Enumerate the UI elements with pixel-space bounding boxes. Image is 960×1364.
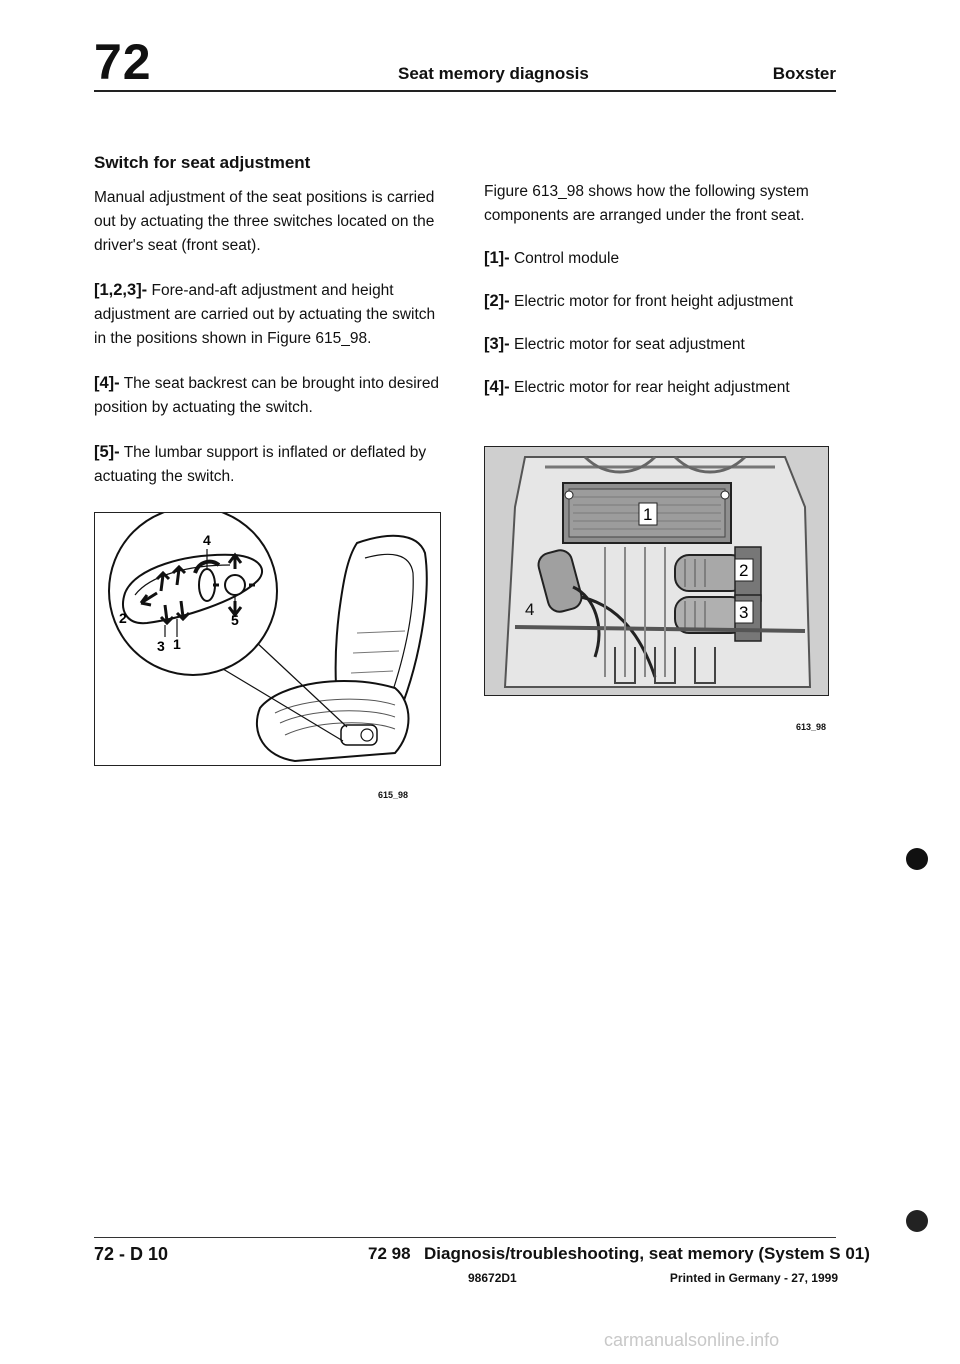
item-label: [3]- (484, 335, 510, 353)
right-item-3 (484, 332, 854, 357)
item-label: [1]- (484, 249, 510, 267)
callout-4: 4 (203, 532, 211, 548)
left-item-1 (94, 278, 446, 351)
footer-title: Diagnosis/troubleshooting, seat memory (System S 01) (424, 1244, 870, 1263)
figure-caption-613: 613_98 (796, 722, 827, 732)
item-text: Electric motor for rear height adjustment (509, 379, 790, 396)
under-seat-illustration (485, 447, 828, 695)
item-label: [5]- (94, 443, 120, 461)
item-text: The lumbar support is inflated or deflated by actuating the switch. (94, 444, 427, 485)
left-column (94, 150, 446, 509)
watermark: carmanualsonline.info (604, 1330, 780, 1350)
binder-hole (906, 848, 928, 870)
item-label: [2]- (484, 292, 510, 310)
left-item-2 (94, 371, 446, 420)
right-item-2 (484, 289, 854, 314)
callout-3: 3 (739, 603, 749, 622)
footer-page-number: 72 - D 10 (94, 1244, 169, 1264)
item-label: [1,2,3]- (94, 281, 148, 299)
section-heading: Switch for seat adjustment (94, 153, 311, 172)
item-label: [4]- (484, 378, 510, 396)
item-text: The seat backrest can be brought into desired position by actuating the switch. (94, 375, 440, 416)
right-item-4 (484, 375, 854, 400)
figure-caption-615: 615_98 (378, 790, 409, 800)
left-item-3 (94, 440, 446, 489)
callout-4: 4 (525, 600, 535, 619)
item-text: Control module (509, 250, 620, 267)
item-label: [4]- (94, 374, 120, 392)
under-seat-photo (484, 446, 829, 696)
callout-3: 3 (157, 638, 165, 654)
callout-1: 1 (643, 505, 653, 524)
callout-1: 1 (173, 636, 181, 652)
right-item-1 (484, 246, 854, 271)
callout-2: 2 (739, 561, 749, 580)
footer-group-number: 72 98 (368, 1244, 411, 1263)
binder-hole (906, 1210, 928, 1232)
left-intro: Manual adjustment of the seat positions is carried out by actuating the three switches located on the driver's seat (front seat). (94, 189, 435, 254)
header-model: Boxster (772, 64, 836, 83)
footer-printed: Printed in Germany - 27, 1999 (669, 1271, 838, 1285)
header-title: Seat memory diagnosis (398, 64, 589, 83)
chapter-number: 72 (94, 34, 152, 90)
seat-switch-illustration (95, 513, 440, 765)
footer-doc-number: 98672D1 (468, 1271, 517, 1285)
item-text: Electric motor for front height adjustment (509, 293, 794, 310)
seat-switch-figure (94, 512, 441, 766)
item-text: Fore-and-aft adjustment and height adjustment are carried out by actuating the switch in the positions shown in Figure 615_98. (94, 282, 436, 347)
header-rule (94, 90, 836, 92)
callout-2: 2 (119, 610, 127, 626)
right-intro: Figure 613_98 shows how the following system components are arranged under the front seat. (484, 183, 809, 224)
right-column (484, 180, 854, 418)
callout-5: 5 (231, 612, 239, 628)
footer-rule (94, 1237, 836, 1238)
item-text: Electric motor for seat adjustment (509, 336, 745, 353)
